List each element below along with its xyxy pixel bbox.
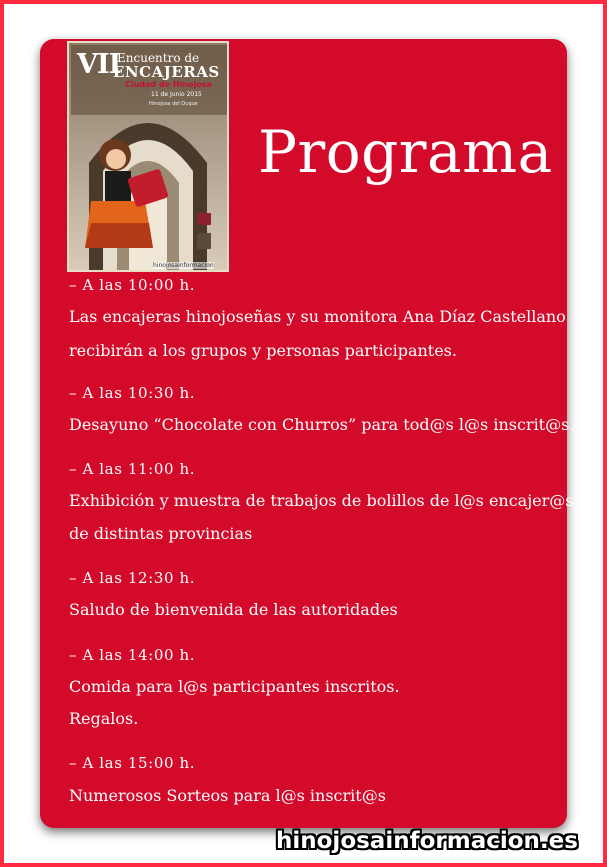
program-text: Exhibición y muestra de trabajos de bolillos de l@s encajer@s [69, 491, 574, 510]
program-time: – A las 10:30 h. [69, 384, 196, 402]
program-text: de distintas provincias [69, 524, 253, 543]
site-watermark: hinojosainformacion.es [276, 828, 578, 854]
poster-subtitle: Ciudad de Hinojosa [125, 80, 212, 89]
program-text: Comida para l@s participantes inscritos. [69, 677, 400, 696]
program-time: – A las 14:00 h. [69, 646, 196, 664]
poster-edition: VII [77, 49, 121, 80]
program-time: – A las 15:00 h. [69, 754, 196, 772]
program-text: Las encajeras hinojoseñas y su monitora Ana Díaz Castellano [69, 307, 566, 326]
program-text: Regalos. [69, 709, 139, 728]
program-text: Saludo de bienvenida de las autoridades [69, 600, 398, 619]
poster-date: 11 de Junio 2015 [151, 91, 202, 98]
poster-title-line1: Encuentro de [117, 51, 200, 65]
program-text: recibirán a los grupos y personas participantes. [69, 341, 457, 360]
page-title: Programa [258, 118, 553, 186]
program-text: Numerosos Sorteos para l@s inscrit@s [69, 786, 386, 805]
program-time: – A las 12:30 h. [69, 569, 196, 587]
poster-venue: Hinojosa del Duque [149, 101, 198, 107]
poster-title-line2: ENCAJERAS [113, 63, 220, 81]
program-text: Desayuno “Chocolate con Churros” para tod@s l@s inscrit@s. [69, 415, 575, 434]
poster-credit: hinojosainformacion [153, 262, 214, 269]
program-time: – A las 10:00 h. [69, 276, 196, 294]
event-poster [67, 41, 229, 272]
program-time: – A las 11:00 h. [69, 460, 196, 478]
